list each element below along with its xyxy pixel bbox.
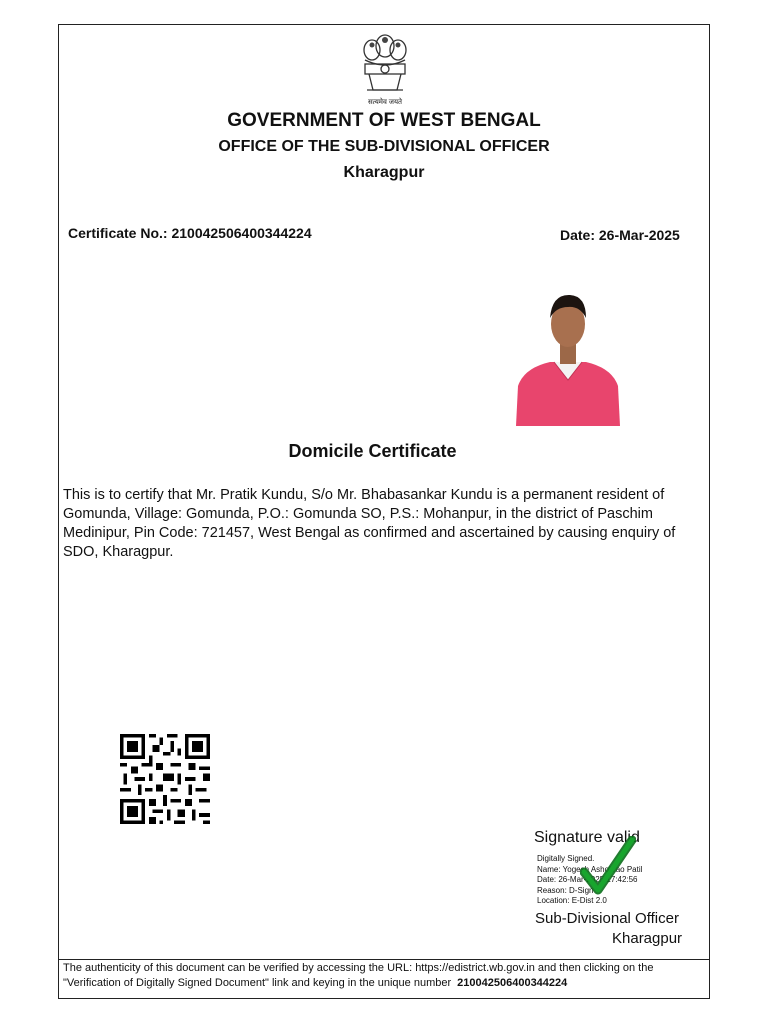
issue-date: Date: 26-Mar-2025 <box>560 227 680 243</box>
certificate-body: This is to certify that Mr. Pratik Kundu, S/o Mr. Bhabasankar Kundu is a permanent resident of Gomunda, Village: Gomunda, P.O.: Gomunda SO, P.S.: Mohanpur, in the district of Paschim Medinipur, Pin Code: 721457, West Bengal as confirmed and ascertained by causing enquiry of SDO, Kharagpur. <box>63 487 676 560</box>
signature-line: Digitally Signed. <box>537 854 595 863</box>
signature-line: Reason: D-Sign <box>537 885 594 895</box>
signature-status: Signature valid <box>534 829 640 846</box>
government-heading: GOVERNMENT OF WEST BENGAL <box>227 110 541 131</box>
officer-title: Sub-Divisional Officer <box>535 910 679 927</box>
verification-text: "Verification of Digitally Signed Document" link and keying in the unique number <box>63 977 452 989</box>
certificate-title: Domicile Certificate <box>288 441 457 461</box>
office-heading: OFFICE OF THE SUB-DIVISIONAL OFFICER <box>218 138 550 155</box>
signature-line: Name: Yogesh Ashokrao Patil <box>537 864 643 874</box>
qr-code[interactable] <box>120 733 210 825</box>
checkmark-icon <box>580 836 636 896</box>
verification-note: The authenticity of this document can be verified by accessing the URL: https://edistrict.wb.gov.in and then clicking on the <box>63 962 654 974</box>
emblem-motto: सत्यमेव जयते <box>367 99 403 106</box>
applicant-photo <box>514 276 622 426</box>
certificate-number: Certificate No.: 210042506400344224 <box>68 225 312 241</box>
footer-divider <box>58 959 710 960</box>
unique-number: 210042506400344224 <box>457 977 568 989</box>
officer-place: Kharagpur <box>612 930 683 947</box>
verification-note-continued <box>63 977 567 989</box>
signature-line: Date: 26-Mar-2025 17:42:56 <box>537 875 638 884</box>
signature-line: Location: E-Dist 2.0 <box>537 896 607 905</box>
office-place: Kharagpur <box>343 164 425 181</box>
